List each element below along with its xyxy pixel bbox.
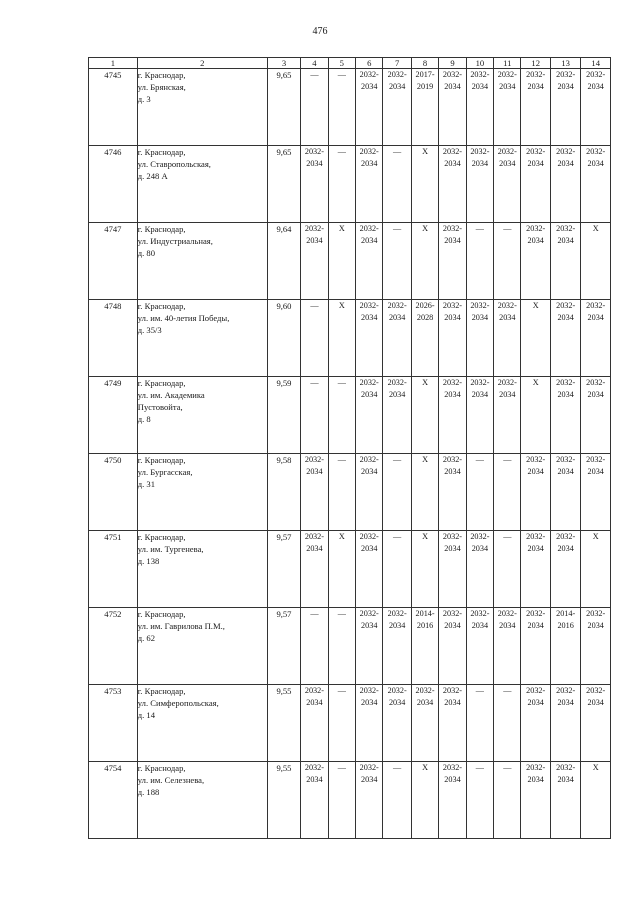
address-cell: [137, 223, 267, 300]
row-number-cell: 4748: [89, 300, 138, 377]
column-header: 6: [356, 58, 383, 69]
value-cell: 2032- 2034: [466, 377, 493, 454]
value-cell: 2032- 2034: [439, 685, 466, 762]
value-cell: 2032- 2034: [521, 685, 550, 762]
value-cell: —: [328, 454, 355, 531]
column-header: 14: [581, 58, 611, 69]
row-number-cell: 4752: [89, 608, 138, 685]
value-cell: —: [494, 223, 521, 300]
value-cell: 2032- 2034: [494, 300, 521, 377]
value-cell: —: [328, 685, 355, 762]
value-cell: 2032- 2034: [439, 531, 466, 608]
value-cell: —: [328, 762, 355, 839]
value-cell: 2026- 2028: [411, 300, 438, 377]
column-header: 4: [301, 58, 328, 69]
address-cell: [137, 685, 267, 762]
address-cell: [137, 531, 267, 608]
value-cell: X: [521, 377, 550, 454]
address-line: ул. им. Тургенева,: [137, 544, 204, 554]
value-cell: 2032- 2034: [550, 531, 580, 608]
value-cell: —: [466, 223, 493, 300]
address-line: Пустовойта,: [137, 402, 183, 412]
address-line: д. 35/3: [137, 325, 162, 335]
table-row: [89, 454, 611, 531]
value-cell: 2032- 2034: [383, 685, 411, 762]
value-cell: X: [328, 223, 355, 300]
value-cell: —: [301, 608, 328, 685]
address-line: д. 62: [137, 633, 155, 643]
table-row: [89, 300, 611, 377]
address-line: г. Краснодар,: [137, 609, 186, 619]
value-cell: X: [328, 531, 355, 608]
area-cell: 9,58: [267, 454, 301, 531]
value-cell: —: [383, 146, 411, 223]
value-cell: 2032- 2034: [301, 531, 328, 608]
address-line: ул. им. Селезнева,: [137, 775, 205, 785]
value-cell: 2032- 2034: [550, 685, 580, 762]
value-cell: 2032- 2034: [356, 146, 383, 223]
value-cell: 2017- 2019: [411, 69, 438, 146]
table-row: [89, 762, 611, 839]
value-cell: 2032- 2034: [356, 608, 383, 685]
address-line: г. Краснодар,: [137, 147, 186, 157]
address-line: г. Краснодар,: [137, 763, 186, 773]
value-cell: 2032- 2034: [356, 69, 383, 146]
value-cell: —: [328, 608, 355, 685]
address-line: д. 3: [137, 94, 151, 104]
address-line: ул. Бургасская,: [137, 467, 193, 477]
value-cell: 2032- 2034: [439, 454, 466, 531]
row-number-cell: 4745: [89, 69, 138, 146]
address-line: г. Краснодар,: [137, 378, 186, 388]
value-cell: 2032- 2034: [581, 454, 611, 531]
address-line: д. 31: [137, 479, 155, 489]
value-cell: —: [383, 454, 411, 531]
value-cell: 2032- 2034: [466, 69, 493, 146]
column-header: 3: [267, 58, 301, 69]
value-cell: —: [466, 454, 493, 531]
address-line: ул. им. Гаврилова П.М.,: [137, 621, 225, 631]
value-cell: X: [411, 377, 438, 454]
value-cell: 2032- 2034: [521, 69, 550, 146]
address-line: г. Краснодар,: [137, 301, 186, 311]
value-cell: 2032- 2034: [550, 377, 580, 454]
address-cell: [137, 69, 267, 146]
value-cell: 2032- 2034: [521, 531, 550, 608]
table-row: [89, 146, 611, 223]
area-cell: 9,65: [267, 146, 301, 223]
address-line: ул. Индустриальная,: [137, 236, 213, 246]
column-header: 8: [411, 58, 438, 69]
address-line: ул. им. 40-летия Победы,: [137, 313, 230, 323]
table-row: [89, 608, 611, 685]
value-cell: 2032- 2034: [550, 762, 580, 839]
value-cell: X: [328, 300, 355, 377]
value-cell: 2032- 2034: [383, 608, 411, 685]
address-line: г. Краснодар,: [137, 532, 186, 542]
value-cell: 2014- 2016: [550, 608, 580, 685]
value-cell: —: [328, 69, 355, 146]
address-line: ул. им. Академика: [137, 390, 205, 400]
value-cell: X: [411, 762, 438, 839]
value-cell: 2032- 2034: [301, 146, 328, 223]
column-header: 9: [439, 58, 466, 69]
address-cell: [137, 300, 267, 377]
address-line: д. 188: [137, 787, 160, 797]
value-cell: 2032- 2034: [581, 146, 611, 223]
area-cell: 9,55: [267, 762, 301, 839]
value-cell: —: [301, 377, 328, 454]
value-cell: 2032- 2034: [411, 685, 438, 762]
value-cell: 2032- 2034: [301, 223, 328, 300]
value-cell: 2032- 2034: [581, 685, 611, 762]
column-header: 13: [550, 58, 580, 69]
value-cell: X: [411, 531, 438, 608]
value-cell: —: [383, 223, 411, 300]
value-cell: 2032- 2034: [439, 377, 466, 454]
row-number-cell: 4754: [89, 762, 138, 839]
value-cell: 2014- 2016: [411, 608, 438, 685]
value-cell: 2032- 2034: [494, 146, 521, 223]
value-cell: —: [328, 377, 355, 454]
address-cell: [137, 454, 267, 531]
value-cell: —: [383, 762, 411, 839]
value-cell: —: [466, 762, 493, 839]
value-cell: 2032- 2034: [356, 762, 383, 839]
value-cell: 2032- 2034: [550, 69, 580, 146]
address-cell: [137, 608, 267, 685]
value-cell: X: [581, 223, 611, 300]
value-cell: 2032- 2034: [521, 762, 550, 839]
column-header: 7: [383, 58, 411, 69]
row-number-cell: 4753: [89, 685, 138, 762]
area-cell: 9,55: [267, 685, 301, 762]
row-number-cell: 4747: [89, 223, 138, 300]
value-cell: 2032- 2034: [494, 608, 521, 685]
value-cell: —: [494, 531, 521, 608]
value-cell: X: [411, 223, 438, 300]
value-cell: —: [494, 685, 521, 762]
address-line: ул. Брянская,: [137, 82, 186, 92]
value-cell: X: [581, 531, 611, 608]
table-row: [89, 685, 611, 762]
address-line: г. Краснодар,: [137, 455, 186, 465]
value-cell: 2032- 2034: [301, 762, 328, 839]
value-cell: 2032- 2034: [439, 762, 466, 839]
area-cell: 9,57: [267, 608, 301, 685]
row-number-cell: 4746: [89, 146, 138, 223]
address-line: д. 80: [137, 248, 155, 258]
address-cell: [137, 146, 267, 223]
value-cell: 2032- 2034: [439, 146, 466, 223]
value-cell: 2032- 2034: [439, 223, 466, 300]
register-body: [89, 69, 611, 839]
value-cell: 2032- 2034: [581, 69, 611, 146]
header-row: [89, 58, 611, 69]
value-cell: 2032- 2034: [301, 685, 328, 762]
value-cell: 2032- 2034: [494, 69, 521, 146]
value-cell: —: [328, 146, 355, 223]
value-cell: 2032- 2034: [356, 223, 383, 300]
address-line: г. Краснодар,: [137, 70, 186, 80]
address-line: ул. Ставропольская,: [137, 159, 211, 169]
column-header: 2: [137, 58, 267, 69]
value-cell: 2032- 2034: [356, 454, 383, 531]
value-cell: 2032- 2034: [550, 454, 580, 531]
value-cell: 2032- 2034: [301, 454, 328, 531]
value-cell: 2032- 2034: [466, 146, 493, 223]
value-cell: 2032- 2034: [466, 531, 493, 608]
table-row: [89, 377, 611, 454]
value-cell: 2032- 2034: [356, 685, 383, 762]
register-table: [88, 57, 611, 839]
value-cell: 2032- 2034: [521, 454, 550, 531]
column-header: 1: [89, 58, 138, 69]
value-cell: 2032- 2034: [581, 608, 611, 685]
address-line: д. 8: [137, 414, 151, 424]
address-line: ул. Симферопольская,: [137, 698, 219, 708]
address-line: г. Краснодар,: [137, 686, 186, 696]
address-line: д. 248 А: [137, 171, 168, 181]
value-cell: 2032- 2034: [383, 377, 411, 454]
value-cell: —: [466, 685, 493, 762]
value-cell: 2032- 2034: [466, 300, 493, 377]
row-number-cell: 4751: [89, 531, 138, 608]
value-cell: 2032- 2034: [383, 300, 411, 377]
value-cell: —: [301, 69, 328, 146]
address-cell: [137, 377, 267, 454]
value-cell: 2032- 2034: [356, 531, 383, 608]
column-header: 10: [466, 58, 493, 69]
page-number: 476: [312, 26, 328, 37]
value-cell: 2032- 2034: [494, 377, 521, 454]
value-cell: X: [521, 300, 550, 377]
value-cell: 2032- 2034: [521, 223, 550, 300]
value-cell: 2032- 2034: [550, 146, 580, 223]
value-cell: —: [383, 531, 411, 608]
value-cell: —: [494, 454, 521, 531]
value-cell: 2032- 2034: [439, 300, 466, 377]
value-cell: X: [581, 762, 611, 839]
value-cell: X: [411, 454, 438, 531]
area-cell: 9,57: [267, 531, 301, 608]
row-number-cell: 4749: [89, 377, 138, 454]
column-header: 5: [328, 58, 355, 69]
value-cell: 2032- 2034: [356, 377, 383, 454]
value-cell: 2032- 2034: [521, 146, 550, 223]
value-cell: 2032- 2034: [581, 377, 611, 454]
value-cell: 2032- 2034: [439, 608, 466, 685]
value-cell: X: [411, 146, 438, 223]
row-number-cell: 4750: [89, 454, 138, 531]
table-row: [89, 69, 611, 146]
address-cell: [137, 762, 267, 839]
value-cell: —: [301, 300, 328, 377]
address-line: д. 138: [137, 556, 160, 566]
table-row: [89, 531, 611, 608]
area-cell: 9,64: [267, 223, 301, 300]
column-header: 11: [494, 58, 521, 69]
value-cell: —: [494, 762, 521, 839]
address-line: г. Краснодар,: [137, 224, 186, 234]
value-cell: 2032- 2034: [466, 608, 493, 685]
area-cell: 9,59: [267, 377, 301, 454]
value-cell: 2032- 2034: [521, 608, 550, 685]
column-header: 12: [521, 58, 550, 69]
value-cell: 2032- 2034: [356, 300, 383, 377]
value-cell: 2032- 2034: [581, 300, 611, 377]
area-cell: 9,65: [267, 69, 301, 146]
value-cell: 2032- 2034: [550, 223, 580, 300]
address-line: д. 14: [137, 710, 155, 720]
table-row: [89, 223, 611, 300]
value-cell: 2032- 2034: [383, 69, 411, 146]
value-cell: 2032- 2034: [439, 69, 466, 146]
value-cell: 2032- 2034: [550, 300, 580, 377]
area-cell: 9,60: [267, 300, 301, 377]
